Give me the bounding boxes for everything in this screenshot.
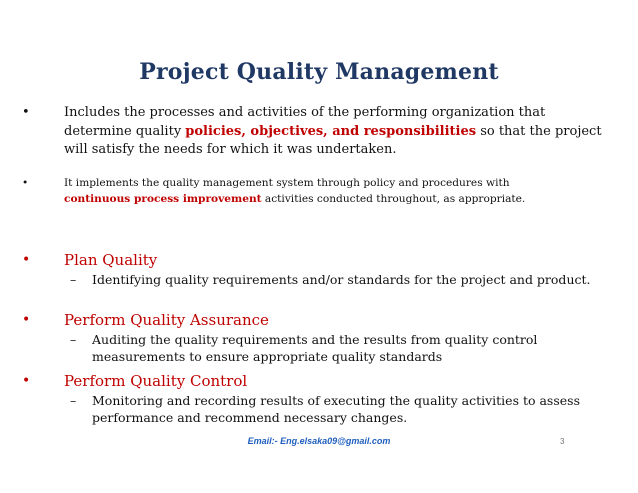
bullet-marker: • [22,373,31,389]
process-plan-quality [22,250,612,270]
dash-marker: – [70,393,77,408]
footer-email: Email:- Eng.elsaka09@gmail.com [247,436,391,446]
dash-marker: – [70,332,77,347]
intro-bullet-2 [22,176,612,207]
process-perform-quality-assurance [22,310,612,330]
process-title: Plan Quality [64,251,158,269]
intro-highlight: policies, objectives, and responsibilities [185,123,477,139]
bullet-marker: • [22,105,30,120]
process-detail-text: Auditing the quality requirements and the results from quality control measurements to ensure appropriate quality standards [92,332,538,364]
process-detail [70,393,600,426]
intro-bullet-1 [22,104,612,160]
bullet-marker: • [22,312,31,328]
process-detail [70,332,600,365]
page-number: 3 [560,437,565,446]
intro-text-pre: It implements the quality management system through policy and procedures with [64,177,510,189]
process-detail-text: Monitoring and recording results of executing the quality activities to assess performance and recommend necessary changes. [92,393,580,425]
bullet-marker: • [22,177,29,189]
intro-text-post: activities conducted throughout, as appropriate. [261,192,526,205]
intro-bullet-text [64,176,569,207]
process-title: Perform Quality Assurance [64,311,269,329]
process-detail-text: Identifying quality requirements and/or standards for the project and product. [92,272,591,287]
intro-bullet-text [64,104,612,160]
intro-text-pre: Includes the processes and activities of the performing organization that determine quality [64,105,546,139]
dash-marker: – [70,272,77,287]
slide-title: Project Quality Management [139,59,499,85]
intro-text-post: so that the project will satisfy the needs for which it was undertaken. [64,123,602,157]
process-detail [70,272,600,289]
intro-highlight: continuous process improvement [64,192,262,205]
process-perform-quality-control [22,371,612,391]
process-title: Perform Quality Control [64,372,248,390]
bullet-marker: • [22,252,31,268]
